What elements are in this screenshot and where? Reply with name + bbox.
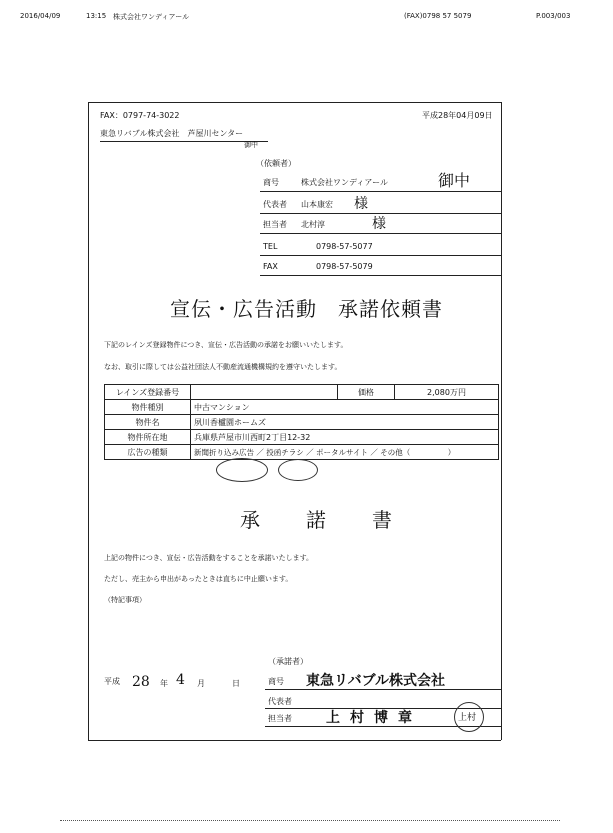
- ad-option-circle-2: [278, 459, 318, 481]
- table-row: [105, 430, 499, 445]
- onchu-handwritten: 御中: [244, 141, 258, 149]
- to-company: 東急リバブル株式会社 芦屋川センター: [100, 129, 244, 138]
- fax-header-page: P.003/003: [536, 12, 571, 20]
- property-address-label: 物件所在地: [105, 430, 191, 445]
- acceptor-staff: 上村博章: [326, 710, 422, 726]
- acceptor-company: 東急リバブル株式会社: [306, 673, 446, 689]
- intro-line-2: なお、取引に際しては公益社団法人不動産流通機構規約を遵守いたします。: [104, 363, 342, 371]
- price-label: 価格: [338, 385, 395, 400]
- requester-fax: 0798-57-5079: [316, 262, 373, 271]
- to-fax-number: FAX：0797-74-3022: [100, 111, 180, 120]
- bottom-year: 28: [132, 674, 150, 690]
- requester-rep: 山本康宏: [301, 200, 333, 209]
- requester-company: 株式会社ワンディアール: [301, 178, 388, 187]
- bottom-month-unit: 月: [197, 679, 205, 688]
- acceptance-title-char-2: 諾: [306, 508, 326, 532]
- reins-number-label: レインズ登録番号: [105, 385, 191, 400]
- reins-number-value: [191, 385, 338, 400]
- ad-option-circle-1: [216, 458, 268, 482]
- property-name-label: 物件名: [105, 415, 191, 430]
- requester-label-fax: FAX: [263, 262, 278, 271]
- requester-label-tel: TEL: [263, 242, 278, 251]
- table-row: [105, 445, 499, 460]
- document-title: 宣伝・広告活動 承諾依頼書: [170, 297, 443, 321]
- acceptor-rep-label: 代表者: [268, 697, 292, 706]
- property-table: [104, 384, 499, 460]
- property-type-value: 中古マンション: [191, 400, 499, 415]
- seal-stamp: [454, 702, 484, 732]
- property-type-label: 物件種別: [105, 400, 191, 415]
- requester-label-rep: 代表者: [263, 200, 287, 209]
- table-row: [105, 400, 499, 415]
- table-row: [105, 415, 499, 430]
- property-address-value: 兵庫県芦屋市川西町2丁目12-32: [191, 430, 499, 445]
- requester-staff: 北村淳: [301, 220, 325, 229]
- acceptor-heading: （承諾者）: [268, 657, 308, 666]
- acceptance-title: [240, 504, 392, 533]
- acceptance-title-char-1: 承: [240, 508, 260, 532]
- fax-bottom-edge: [60, 820, 560, 821]
- fax-header-date: 2016/04/09: [20, 12, 61, 20]
- acceptance-line-2: ただし、売主から申出があったときは直ちに中止願います。: [104, 575, 293, 583]
- requester-label-staff: 担当者: [263, 220, 287, 229]
- bottom-month: 4: [176, 672, 185, 688]
- fax-header-sender: 株式会社ワンディアール: [113, 13, 190, 21]
- table-row: [105, 385, 499, 400]
- acceptor-company-label: 商号: [268, 677, 284, 686]
- onchu-mark: 御中: [438, 171, 471, 190]
- acceptance-line-1: 上記の物件につき、宣伝・広告活動をすることを承諾いたします。: [104, 554, 314, 562]
- requester-tel: 0798-57-5077: [316, 242, 373, 251]
- requester-heading: （依頼者）: [256, 159, 296, 168]
- special-notes-label: （特記事項）: [104, 596, 146, 604]
- bottom-year-unit: 年: [160, 679, 168, 688]
- intro-line-1: 下記のレインズ登録物件につき、宣伝・広告活動の承諾をお願いいたします。: [104, 341, 348, 349]
- fax-header-time: 13:15: [86, 12, 107, 20]
- rep-sama-mark: 様: [354, 196, 368, 212]
- ad-type-label: 広告の種類: [105, 445, 191, 460]
- acceptor-staff-label: 担当者: [268, 714, 292, 723]
- document-date: 平成28年04月09日: [422, 111, 493, 120]
- acceptance-title-char-3: 書: [372, 508, 392, 532]
- fax-header-number: (FAX)0798 57 5079: [404, 12, 472, 20]
- property-name-value: 夙川香櫨園ホームズ: [191, 415, 499, 430]
- ad-type-value: 新聞折り込み広告 ／ 投函チラシ ／ ポータルサイト ／ その他（ ）: [191, 445, 499, 460]
- requester-label-company: 商号: [263, 178, 279, 187]
- price-value: 2,080万円: [395, 385, 499, 400]
- bottom-era: 平成: [104, 677, 120, 686]
- seal-text: 上村: [458, 713, 477, 723]
- staff-sama-mark: 様: [372, 216, 386, 232]
- bottom-day-unit: 日: [232, 679, 240, 688]
